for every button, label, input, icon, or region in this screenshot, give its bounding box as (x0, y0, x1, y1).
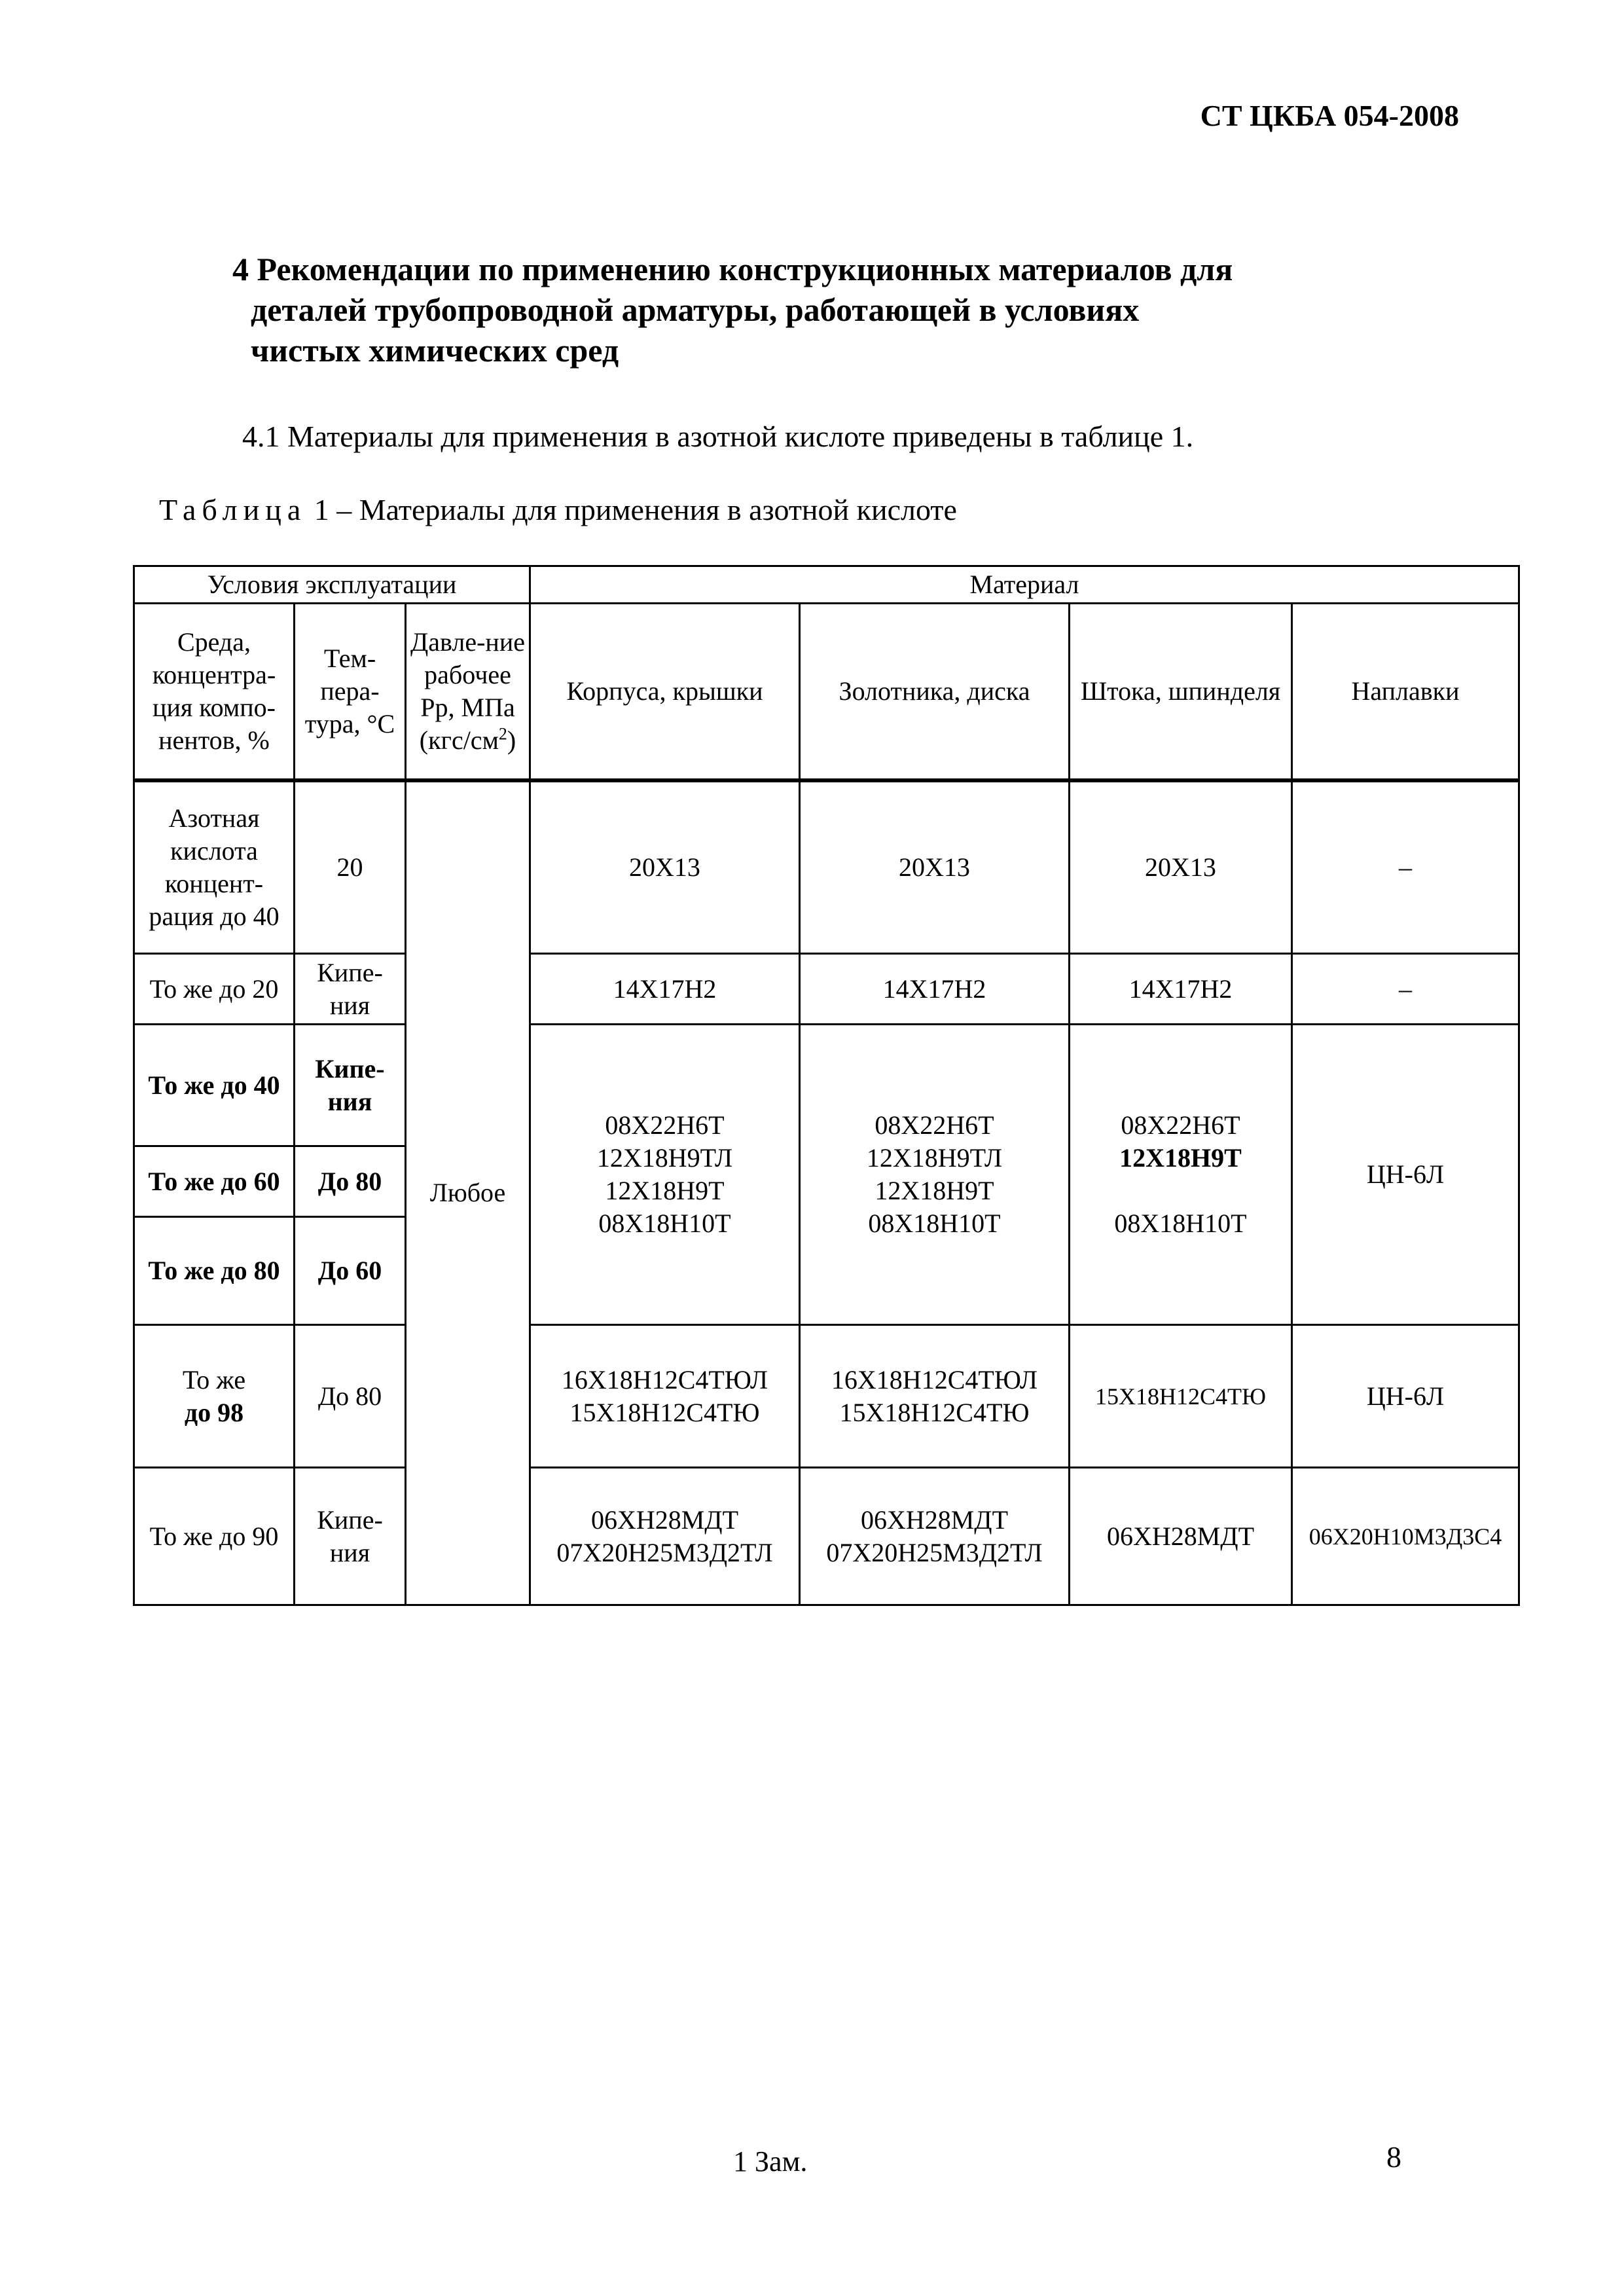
materials-table (133, 565, 1520, 1606)
cell-stem: 06ХН28МДТ (1070, 1468, 1292, 1605)
header-pressure (406, 604, 530, 780)
cell-medium: То же до 80 (134, 1217, 295, 1325)
section-title (232, 249, 1476, 371)
header-material: Материал (530, 566, 1519, 604)
paragraph-4-1: 4.1 Материалы для применения в азотной кислоте приведены в таблице 1. (242, 420, 1194, 453)
cell-overlay: – (1292, 780, 1519, 954)
cell-disc: 20Х13 (800, 780, 1070, 954)
cell-medium: То же до 20 (134, 954, 295, 1025)
cell-disc: 06ХН28МДТ 07Х20Н25М3Д2ТЛ (800, 1468, 1070, 1605)
section-title-line-3: чистых химических сред (251, 332, 619, 369)
cell-medium: То же до 40 (134, 1025, 295, 1146)
cell-body: 06ХН28МДТ 07Х20Н25М3Д2ТЛ (530, 1468, 800, 1605)
medium-line-2: до 98 (184, 1397, 244, 1427)
header-stem: Штока, шпинделя (1070, 604, 1292, 780)
header-overlay: Наплавки (1292, 604, 1519, 780)
header-medium: Среда, концентра-ция компо-нентов, % (134, 604, 295, 780)
table-caption-text: 1 – Материалы для применения в азотной кислоте (306, 493, 957, 526)
table-caption-label: Таблица (159, 493, 307, 526)
header-temperature: Тем-пера-тура, °С (295, 604, 406, 780)
medium-line-1: То же (182, 1364, 246, 1394)
cell-medium: То же до 60 (134, 1146, 295, 1217)
cell-medium: Азотная кислота концент-рация до 40 (134, 780, 295, 954)
cell-overlay: ЦН-6Л (1292, 1325, 1519, 1468)
cell-temperature: Кипе-ния (295, 954, 406, 1025)
cell-temperature: Кипе-ния (295, 1468, 406, 1605)
cell-temperature: До 80 (295, 1325, 406, 1468)
cell-body: 08Х22Н6Т 12Х18Н9ТЛ 12Х18Н9Т 08Х18Н10Т (530, 1025, 800, 1325)
table-row (134, 1025, 1519, 1146)
cell-temperature: До 80 (295, 1146, 406, 1217)
header-pressure-end: ) (507, 725, 516, 755)
cell-medium (134, 1325, 295, 1468)
cell-stem (1070, 1025, 1292, 1325)
document-code: СТ ЦКБА 054-2008 (1200, 99, 1459, 132)
header-body: Корпуса, крышки (530, 604, 800, 780)
cell-disc: 16Х18Н12С4ТЮЛ 15Х18Н12С4ТЮ (800, 1325, 1070, 1468)
section-title-line-1: 4 Рекомендации по применению конструкционных материалов для (232, 251, 1233, 287)
cell-overlay: – (1292, 954, 1519, 1025)
cell-overlay: 06Х20Н10М3Д3С4 (1292, 1468, 1519, 1605)
stem-grade-2: 12Х18Н9Т (1119, 1143, 1242, 1173)
header-conditions: Условия эксплуатации (134, 566, 530, 604)
header-pressure-text: Давле-ние рабочее Рр, МПа (кгс/см (410, 627, 525, 755)
cell-stem: 15Х18Н12С4ТЮ (1070, 1325, 1292, 1468)
cell-disc: 14Х17Н2 (800, 954, 1070, 1025)
cell-body: 20Х13 (530, 780, 800, 954)
table-row (134, 1325, 1519, 1468)
table-row (134, 780, 1519, 954)
cell-medium: То же до 90 (134, 1468, 295, 1605)
table-row (134, 1468, 1519, 1605)
cell-body: 14Х17Н2 (530, 954, 800, 1025)
cell-body: 16Х18Н12С4ТЮЛ 15Х18Н12С4ТЮ (530, 1325, 800, 1468)
section-title-line-2: деталей трубопроводной арматуры, работающей в условиях (251, 291, 1140, 328)
cell-disc: 08Х22Н6Т 12Х18Н9ТЛ 12Х18Н9Т 08Х18Н10Т (800, 1025, 1070, 1325)
cell-temperature: Кипе-ния (295, 1025, 406, 1146)
page-number: 8 (1386, 2140, 1401, 2174)
header-disc: Золотника, диска (800, 604, 1070, 780)
stem-grade-3: 08Х18Н10Т (1114, 1209, 1247, 1238)
stem-gap (1073, 1175, 1288, 1207)
cell-stem: 20Х13 (1070, 780, 1292, 954)
revision-note: 1 Зам. (733, 2145, 808, 2178)
cell-temperature: 20 (295, 780, 406, 954)
table-caption (159, 492, 957, 527)
cell-temperature: До 60 (295, 1217, 406, 1325)
cell-stem: 14Х17Н2 (1070, 954, 1292, 1025)
header-pressure-sup: 2 (498, 724, 507, 744)
table-row (134, 954, 1519, 1025)
stem-grade-1: 08Х22Н6Т (1121, 1110, 1240, 1140)
cell-pressure-any: Любое (406, 780, 530, 1605)
cell-overlay: ЦН-6Л (1292, 1025, 1519, 1325)
